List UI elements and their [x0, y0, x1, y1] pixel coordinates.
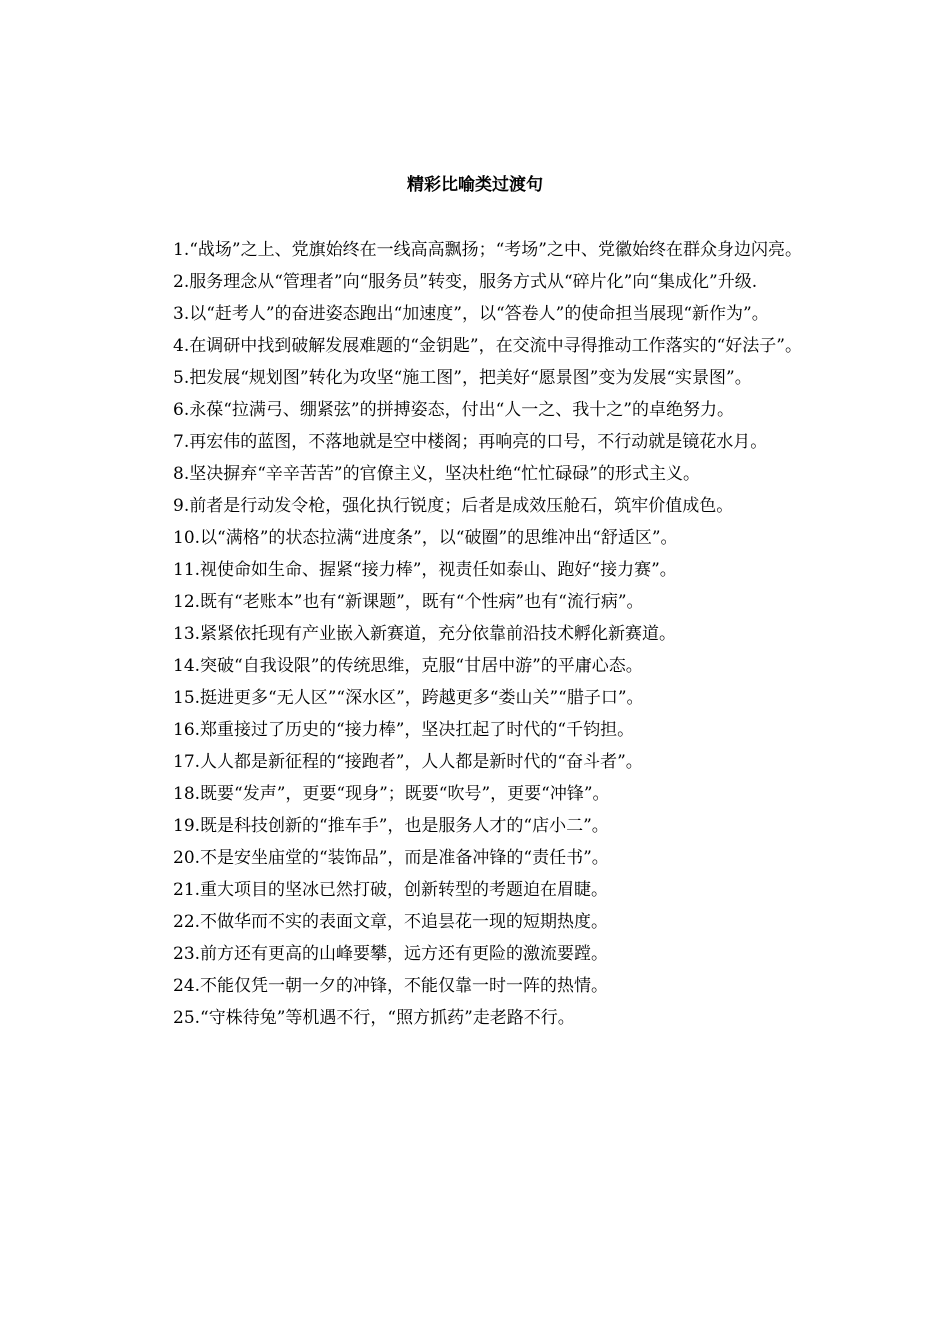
paragraph-item: 8.坚决摒弃“辛辛苦苦”的官僚主义，坚决杜绝“忙忙碌碌”的形式主义。	[173, 464, 700, 484]
paragraph-item: 18.既要“发声”，更要“现身”；既要“吹号”，更要“冲锋”。	[173, 784, 610, 804]
paragraph-item: 15.挺进更多“无人区”“深水区”，跨越更多“娄山关”“腊子口”。	[173, 688, 644, 708]
paragraph-item: 6.永葆“拉满弓、绷紧弦”的拼搏姿态，付出“人一之、我十之”的卓绝努力。	[173, 400, 734, 420]
paragraph-item: 3.以“赶考人”的奋进姿态跑出“加速度”，以“答卷人”的使命担当展现“新作为”。	[173, 304, 769, 324]
paragraph-item: 25.“守株待兔”等机遇不行，“照方抓药”走老路不行。	[173, 1008, 575, 1028]
paragraph-item: 5.把发展“规划图”转化为攻坚“施工图”，把美好“愿景图”变为发展“实景图”。	[173, 368, 752, 388]
paragraph-item: 24.不能仅凭一朝一夕的冲锋，不能仅靠一时一阵的热情。	[173, 976, 609, 996]
paragraph-item: 20.不是安坐庙堂的“装饰品”，而是准备冲锋的“责任书”。	[173, 848, 609, 868]
paragraph-item: 12.既有“老账本”也有“新课题”，既有“个性病”也有“流行病”。	[173, 592, 644, 612]
document-title: 精彩比喻类过渡句	[407, 175, 543, 195]
paragraph-item: 13.紧紧依托现有产业嵌入新赛道，充分依靠前沿技术孵化新赛道。	[173, 624, 677, 644]
paragraph-item: 17.人人都是新征程的“接跑者”，人人都是新时代的“奋斗者”。	[173, 752, 643, 772]
paragraph-item: 7.再宏伟的蓝图，不落地就是空中楼阁；再响亮的口号，不行动就是镜花水月。	[173, 432, 768, 452]
paragraph-item: 22.不做华而不实的表面文章，不追昙花一现的短期热度。	[173, 912, 609, 932]
paragraph-item: 2.服务理念从“管理者”向“服务员”转变，服务方式从“碎片化”向“集成化”升级.	[173, 272, 758, 292]
paragraph-item: 1.“战场”之上、党旗始终在一线高高飘扬；“考场”之中、党徽始终在群众身边闪亮。	[173, 240, 802, 260]
paragraph-item: 23.前方还有更高的山峰要攀，远方还有更险的激流要蹚。	[173, 944, 609, 964]
paragraph-item: 10.以“满格”的状态拉满“进度条”，以“破圈”的思维冲出“舒适区”。	[173, 528, 678, 548]
paragraph-item: 21.重大项目的坚冰已然打破，创新转型的考题迫在眉睫。	[173, 880, 609, 900]
paragraph-item: 4.在调研中找到破解发展难题的“金钥匙”，在交流中寻得推动工作落实的“好法子”。	[173, 336, 802, 356]
paragraph-item: 9.前者是行动发令枪，强化执行锐度；后者是成效压舱石，筑牢价值成色。	[173, 496, 734, 516]
paragraph-item: 14.突破“自我设限”的传统思维，克服“甘居中游”的平庸心态。	[173, 656, 643, 676]
paragraph-item: 11.视使命如生命、握紧“接力棒”，视责任如泰山、跑好“接力赛”。	[173, 560, 677, 580]
paragraph-item: 19.既是科技创新的“推车手”，也是服务人才的“店小二”。	[173, 816, 609, 836]
document-body	[137, 234, 815, 1034]
paragraph-item: 16.郑重接过了历史的“接力棒”，坚决扛起了时代的“千钧担。	[173, 720, 635, 740]
